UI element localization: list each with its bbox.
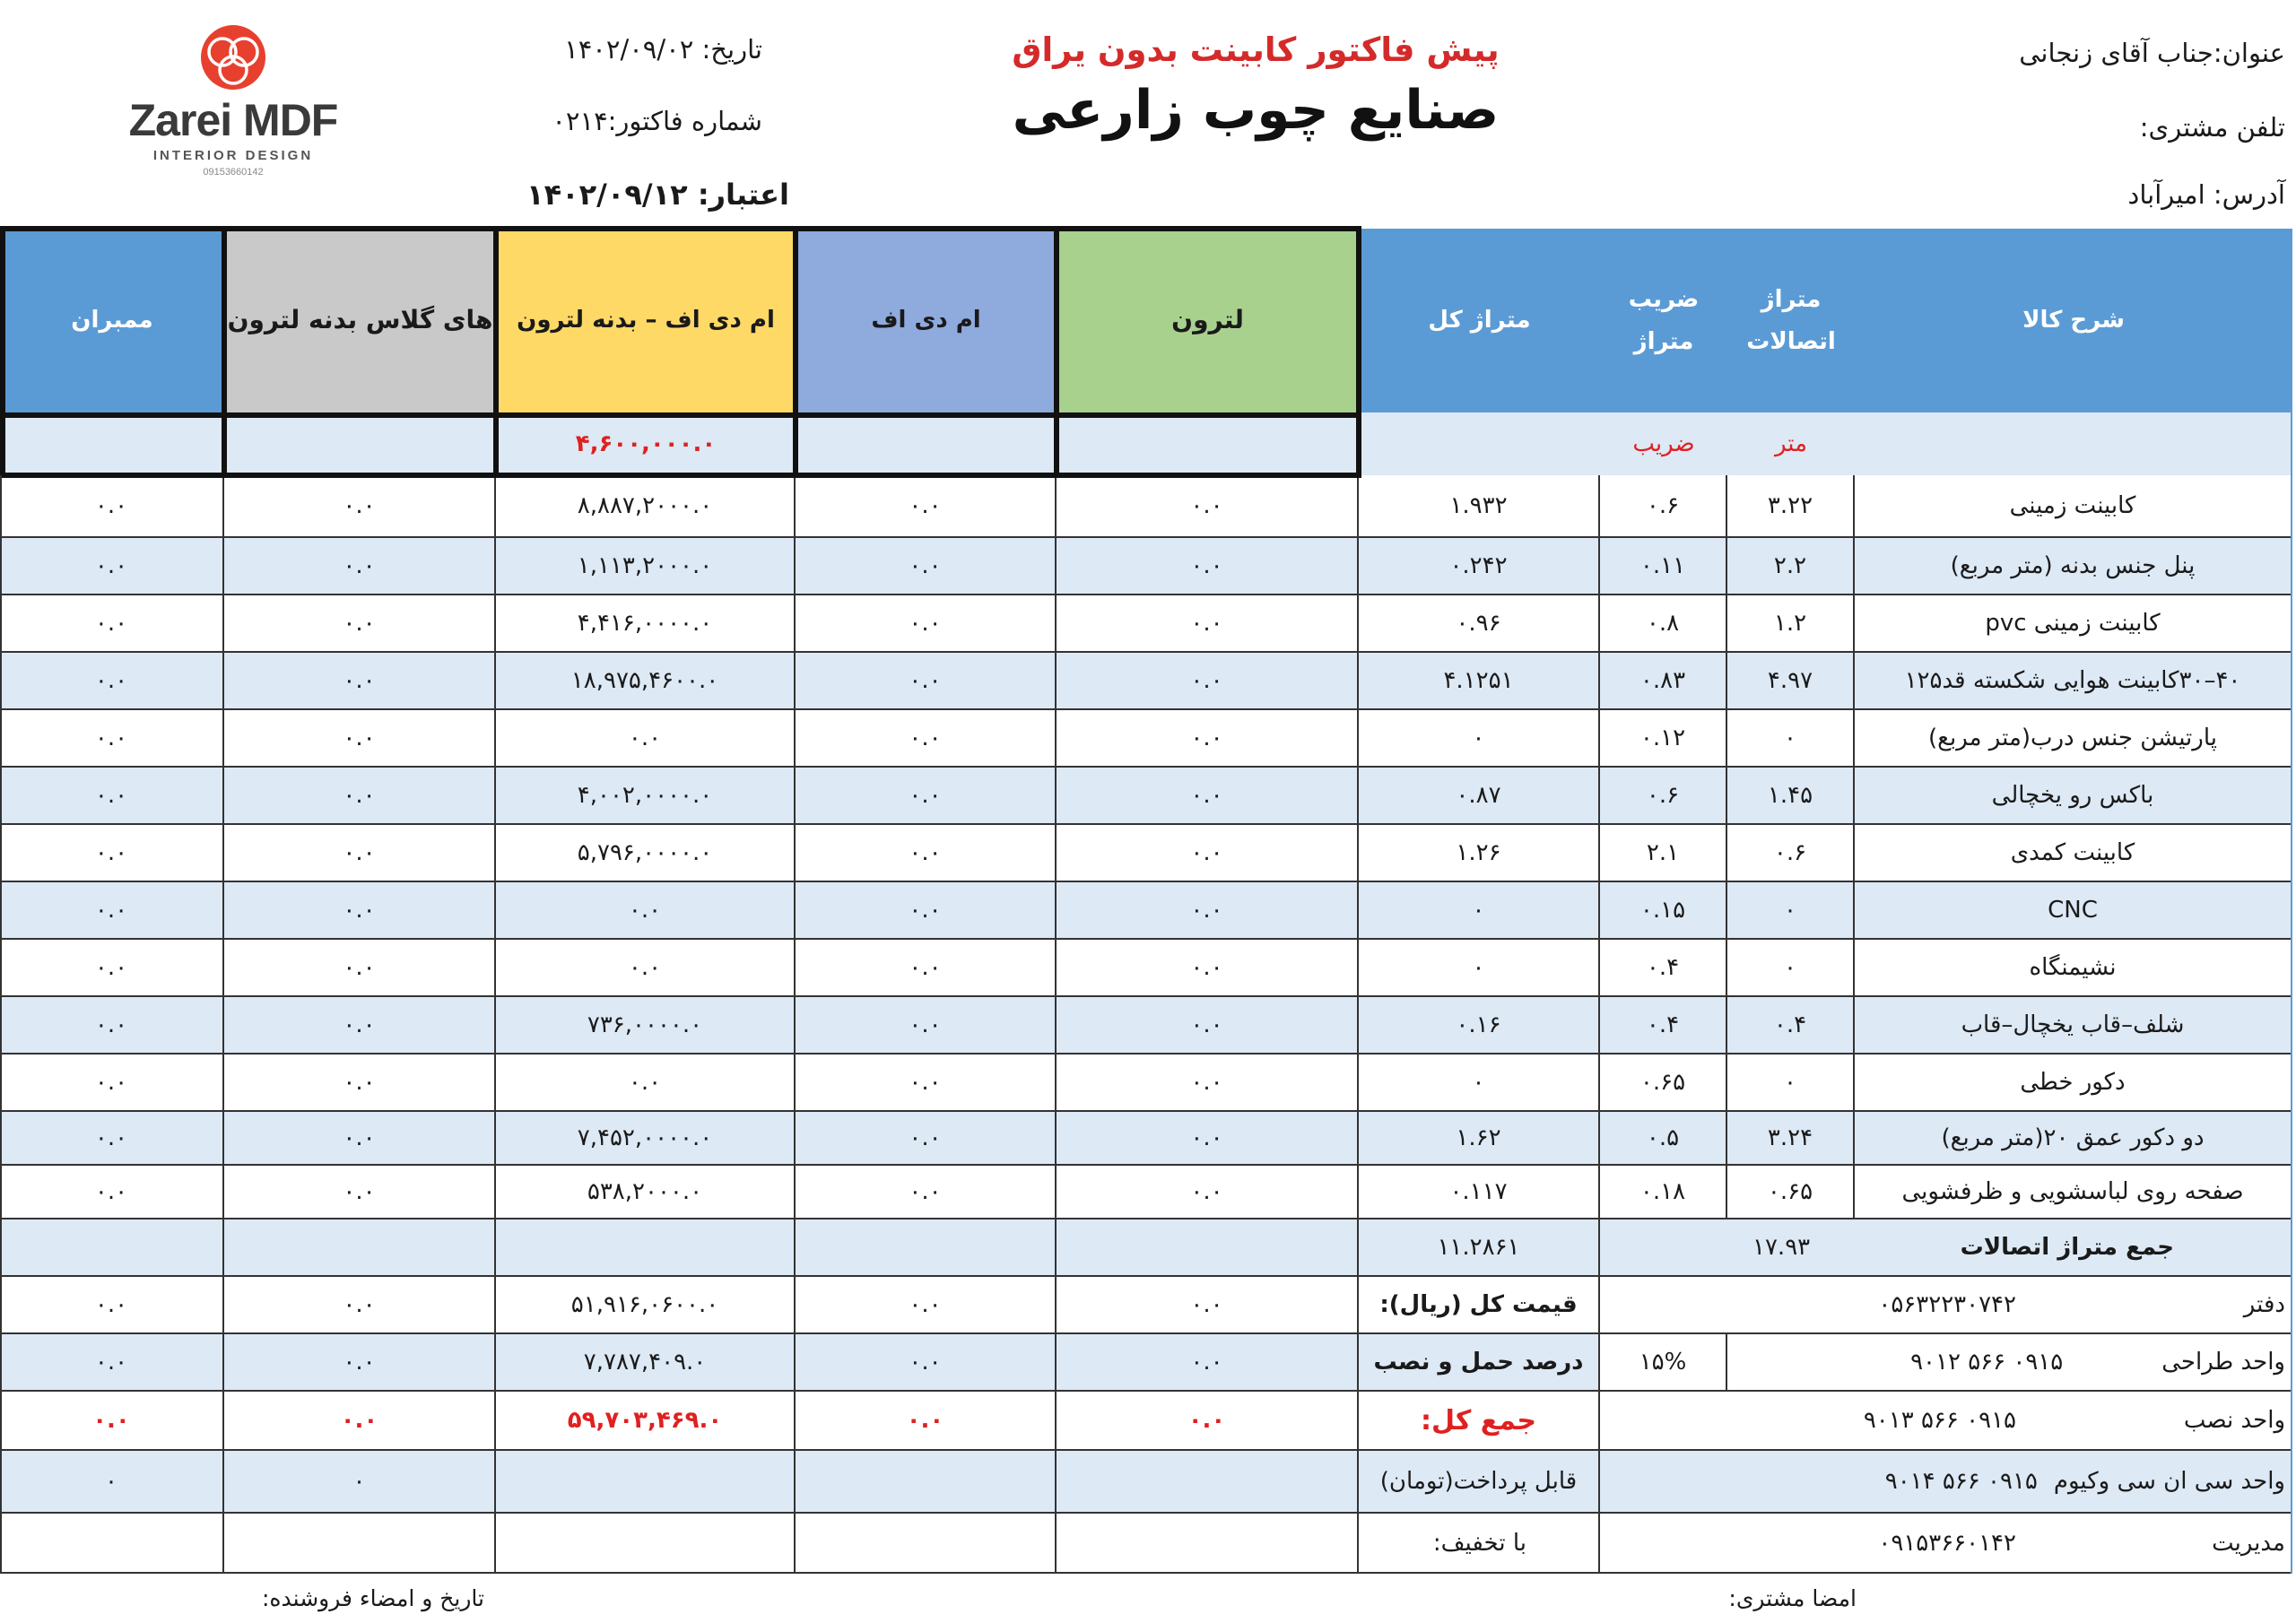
sum-row-empty [224,1219,496,1277]
row-joint-area: ۳.۲۲ [1727,475,1855,538]
invoice-date: تاریخ: ۱۴۰۲/۰۹/۰۲ [564,34,762,65]
table-frame-line [793,226,798,478]
row-coefficient: ۰.۴ [1600,997,1727,1055]
row-joint-area: ۰.۴ [1727,997,1855,1055]
row-latron: ۰.۰ [1057,475,1359,538]
row-description: کابینت زمینی pvc [1855,595,2292,653]
row-description: شلف–قاب یخچال–قاب [1855,997,2292,1055]
row-mdf: ۰.۰ [796,1166,1057,1219]
contact-phone: ۰۹۱۵ ۵۶۶ ۹۰۱۴ [1884,1468,2038,1495]
row-glass-latron: ۰.۰ [224,653,496,710]
row-membrane: ۰.۰ [0,768,224,825]
contact-label: واحد نصب [2183,1407,2285,1434]
row-description: کابینت کمدی [1855,825,2292,882]
header-mdf-latron: ام دی اف – بدنه لترون [496,229,796,412]
row-mdf-latron: ۷۳۶,۰۰۰۰.۰ [496,997,796,1055]
row-mdf-latron: ۵,۷۹۶,۰۰۰۰.۰ [496,825,796,882]
row-membrane: ۰.۰ [0,1055,224,1112]
grand-total-mdf-latron: ۵۹,۷۰۳,۴۶۹.۰ [496,1392,796,1451]
logo-emblem-icon [196,22,271,92]
row-mdf-latron: ۷,۴۵۲,۰۰۰۰.۰ [496,1112,796,1166]
discount-empty [224,1514,496,1574]
sum-row-empty [1057,1219,1359,1277]
row-glass-latron: ۰.۰ [224,882,496,940]
row-joint-area: ۱.۴۵ [1727,768,1855,825]
row-joint-area: ۰ [1727,940,1855,997]
unit-row-desc [1855,412,2292,475]
transport-label: درصد حمل و نصب [1359,1334,1600,1392]
row-mdf-latron: ۴,۴۱۶,۰۰۰۰.۰ [496,595,796,653]
price-total-label: قیمت کل (ریال): [1359,1277,1600,1334]
row-joint-area: ۰.۶ [1727,825,1855,882]
row-description: دکور خطی [1855,1055,2292,1112]
row-joint-area: ۰.۶۵ [1727,1166,1855,1219]
transport-percent: ۱۵% [1600,1334,1727,1392]
row-membrane: ۰.۰ [0,653,224,710]
row-glass-latron: ۰.۰ [224,940,496,997]
row-joint-area: ۴.۹۷ [1727,653,1855,710]
header-coefficient: ضریب متراژ [1600,229,1727,412]
contact-phone: ۰۹۱۵۳۶۶۰۱۴۲ [1878,1529,2016,1557]
row-coefficient: ۰.۶۵ [1600,1055,1727,1112]
transport-mdf-latron: ۷,۷۸۷,۴۰۹.۰ [496,1334,796,1392]
row-joint-area: ۰ [1727,882,1855,940]
sum-total-area: ۱۱.۲۸۶۱ [1359,1219,1600,1277]
price-total-membrane: ۰.۰ [0,1277,224,1334]
unit-mdf-latron-price: ۴,۶۰۰,۰۰۰.۰ [496,412,796,475]
payable-latron [1057,1451,1359,1514]
contact-label: واحد طراحی [2161,1349,2285,1376]
row-mdf-latron: ۰.۰ [496,940,796,997]
row-glass-latron: ۰.۰ [224,538,496,595]
table-right-border [2291,229,2292,1574]
row-description: باکس رو یخچالی [1855,768,2292,825]
unit-row-latron [1057,412,1359,475]
contact-phone: ۰۹۱۵ ۵۶۶ ۹۰۱۳ [1863,1407,2016,1434]
table-outer-border [0,475,2,1574]
payable-label: قابل پرداخت(تومان) [1359,1451,1600,1514]
row-latron: ۰.۰ [1057,538,1359,595]
row-latron: ۰.۰ [1057,653,1359,710]
row-description: دو دکور عمق ۲۰(متر مربع) [1855,1112,2292,1166]
unit-meter: متر [1727,412,1855,475]
table-frame-line [0,412,1361,418]
row-joint-area: ۳.۲۴ [1727,1112,1855,1166]
row-latron: ۰.۰ [1057,768,1359,825]
sum-joint-row [1600,1219,2292,1277]
table-frame-line [222,226,227,478]
row-glass-latron: ۰.۰ [224,710,496,768]
row-mdf-latron: ۰.۰ [496,882,796,940]
row-mdf-latron: ۰.۰ [496,710,796,768]
row-coefficient: ۲.۱ [1600,825,1727,882]
row-latron: ۰.۰ [1057,940,1359,997]
grand-total-latron: ۰.۰ [1057,1392,1359,1451]
row-latron: ۰.۰ [1057,595,1359,653]
row-mdf: ۰.۰ [796,882,1057,940]
contact-label: واحد سی ان سی وکیوم [2053,1468,2285,1495]
transport-glass: ۰.۰ [224,1334,496,1392]
row-mdf: ۰.۰ [796,653,1057,710]
payable-mdf [796,1451,1057,1514]
sum-row-empty [796,1219,1057,1277]
row-mdf: ۰.۰ [796,1055,1057,1112]
row-total-area: ۰.۸۷ [1359,768,1600,825]
unit-row-membrane [0,412,224,475]
price-total-mdf-latron: ۵۱,۹۱۶,۰۶۰۰.۰ [496,1277,796,1334]
row-latron: ۰.۰ [1057,710,1359,768]
row-glass-latron: ۰.۰ [224,595,496,653]
row-total-area: ۰ [1359,1055,1600,1112]
table-frame-line [0,473,1361,478]
discount-empty [0,1514,224,1574]
row-latron: ۰.۰ [1057,1055,1359,1112]
table-frame-line [493,226,499,478]
row-mdf-latron: ۴,۰۰۲,۰۰۰۰.۰ [496,768,796,825]
row-description: ۴۰–۳۰کابینت هوایی شکسته قد۱۲۵ [1855,653,2292,710]
unit-row-glass [224,412,496,475]
row-total-area: ۰ [1359,940,1600,997]
row-glass-latron: ۰.۰ [224,475,496,538]
company-logo [103,22,363,202]
row-glass-latron: ۰.۰ [224,825,496,882]
sum-row-empty [496,1219,796,1277]
row-glass-latron: ۰.۰ [224,1112,496,1166]
row-mdf: ۰.۰ [796,825,1057,882]
invoice-subtitle: پیش فاکتور کابینت بدون یراق [1012,30,1500,69]
contact-row [1600,1277,2292,1334]
logo-name: Zarei MDF [128,95,338,145]
row-coefficient: ۰.۶ [1600,768,1727,825]
row-total-area: ۱.۶۲ [1359,1112,1600,1166]
row-description: پارتیشن جنس درب(متر مربع) [1855,710,2292,768]
row-coefficient: ۰.۴ [1600,940,1727,997]
row-coefficient: ۰.۶ [1600,475,1727,538]
row-membrane: ۰.۰ [0,882,224,940]
transport-latron: ۰.۰ [1057,1334,1359,1392]
sum-joint-value: ۱۷.۹۳ [1752,1234,1811,1261]
row-mdf-latron: ۸,۸۸۷,۲۰۰۰.۰ [496,475,796,538]
row-mdf-latron: ۱۸,۹۷۵,۴۶۰۰.۰ [496,653,796,710]
row-total-area: ۰.۲۴۲ [1359,538,1600,595]
row-mdf: ۰.۰ [796,1112,1057,1166]
sum-row-empty [0,1219,224,1277]
row-latron: ۰.۰ [1057,997,1359,1055]
unit-coefficient: ضریب [1600,412,1727,475]
contact-phone: ۰۹۱۵ ۵۶۶ ۹۰۱۲ [1910,1349,2064,1376]
grand-total-label: جمع کل: [1359,1392,1600,1451]
header-total-area: متراژ کل [1359,229,1600,412]
seller-signature-label: تاریخ و امضاء فروشنده: [262,1585,484,1611]
row-latron: ۰.۰ [1057,1112,1359,1166]
row-mdf: ۰.۰ [796,595,1057,653]
sum-joint-label: جمع متراژ اتصالات [1960,1234,2174,1261]
row-mdf-latron: ۰.۰ [496,1055,796,1112]
row-coefficient: ۰.۱۲ [1600,710,1727,768]
contact-row [1727,1334,2292,1392]
header-membrane: ممبران [0,229,224,412]
row-coefficient: ۰.۱۱ [1600,538,1727,595]
table-frame-line [1356,226,1361,478]
row-mdf: ۰.۰ [796,475,1057,538]
grand-total-glass: ۰.۰ [224,1392,496,1451]
customer-title: عنوان:جناب آقای زنجانی [2019,38,2285,68]
row-membrane: ۰.۰ [0,997,224,1055]
row-glass-latron: ۰.۰ [224,1166,496,1219]
customer-signature-label: امضا مشتری: [1728,1585,1857,1611]
logo-subtitle: INTERIOR DESIGN [152,148,314,163]
row-latron: ۰.۰ [1057,1166,1359,1219]
header-glass-latron: های گلاس بدنه لترون [224,229,496,412]
row-total-area: ۰.۹۶ [1359,595,1600,653]
invoice-number: شماره فاکتور:۰۲۱۴ [552,106,762,136]
row-coefficient: ۰.۵ [1600,1112,1727,1166]
row-mdf: ۰.۰ [796,997,1057,1055]
grand-total-mdf: ۰.۰ [796,1392,1057,1451]
row-description: کابینت زمینی [1855,475,2292,538]
header-description: شرح کالا [1855,229,2292,412]
row-total-area: ۴.۱۲۵۱ [1359,653,1600,710]
contact-label: مدیریت [2212,1529,2285,1557]
price-total-mdf: ۰.۰ [796,1277,1057,1334]
row-joint-area: ۰ [1727,710,1855,768]
transport-mdf: ۰.۰ [796,1334,1057,1392]
discount-empty [796,1514,1057,1574]
payable-glass: ۰ [224,1451,496,1514]
row-coefficient: ۰.۸ [1600,595,1727,653]
row-joint-area: ۱.۲ [1727,595,1855,653]
row-mdf: ۰.۰ [796,768,1057,825]
discount-empty [1057,1514,1359,1574]
row-total-area: ۰ [1359,882,1600,940]
row-description: صفحه روی لباسشویی و ظرفشویی [1855,1166,2292,1219]
payable-membrane: ۰ [0,1451,224,1514]
row-mdf-latron: ۱,۱۱۳,۲۰۰۰.۰ [496,538,796,595]
row-description: نشیمنگاه [1855,940,2292,997]
customer-address: آدرس: امیرآباد [2127,179,2285,210]
row-mdf-latron: ۵۳۸,۲۰۰۰.۰ [496,1166,796,1219]
row-glass-latron: ۰.۰ [224,1055,496,1112]
table-frame-line [0,226,1361,231]
row-membrane: ۰.۰ [0,1112,224,1166]
price-total-latron: ۰.۰ [1057,1277,1359,1334]
row-total-area: ۰ [1359,710,1600,768]
row-description: CNC [1855,882,2292,940]
row-description: پنل جنس بدنه (متر مربع) [1855,538,2292,595]
unit-row-total [1359,412,1600,475]
row-membrane: ۰.۰ [0,940,224,997]
row-joint-area: ۲.۲ [1727,538,1855,595]
row-mdf: ۰.۰ [796,940,1057,997]
header-latron: لترون [1057,229,1359,412]
header-mdf: ام دی اف [796,229,1057,412]
discount-empty [496,1514,796,1574]
row-total-area: ۱.۲۶ [1359,825,1600,882]
row-coefficient: ۰.۸۳ [1600,653,1727,710]
row-total-area: ۰.۱۱۷ [1359,1166,1600,1219]
invoice-validity: اعتبار: ۱۴۰۲/۰۹/۱۲ [526,178,789,212]
contact-row [1600,1451,2292,1514]
row-joint-area: ۰ [1727,1055,1855,1112]
table-frame-line [0,226,5,478]
row-total-area: ۱.۹۳۲ [1359,475,1600,538]
row-membrane: ۰.۰ [0,595,224,653]
price-total-glass: ۰.۰ [224,1277,496,1334]
company-title: صنایع چوب زارعی [1012,79,1500,142]
row-glass-latron: ۰.۰ [224,768,496,825]
row-coefficient: ۰.۱۸ [1600,1166,1727,1219]
header-joint-area: متراژ اتصالات [1727,229,1855,412]
table-frame-line [1054,226,1059,478]
transport-membrane: ۰.۰ [0,1334,224,1392]
unit-row-mdf [796,412,1057,475]
row-membrane: ۰.۰ [0,475,224,538]
discount-label: با تخفیف: [1359,1514,1600,1574]
row-mdf: ۰.۰ [796,710,1057,768]
contact-row [1600,1392,2292,1451]
row-membrane: ۰.۰ [0,710,224,768]
grand-total-membrane: ۰.۰ [0,1392,224,1451]
row-latron: ۰.۰ [1057,825,1359,882]
row-total-area: ۰.۱۶ [1359,997,1600,1055]
row-mdf: ۰.۰ [796,538,1057,595]
contact-row [1600,1514,2292,1574]
payable-mdf-latron [496,1451,796,1514]
contact-phone: ۰۵۶۳۲۲۳۰۷۴۲ [1878,1291,2016,1318]
customer-phone-label: تلفن مشتری: [2139,112,2285,143]
row-membrane: ۰.۰ [0,825,224,882]
row-membrane: ۰.۰ [0,1166,224,1219]
row-latron: ۰.۰ [1057,882,1359,940]
row-glass-latron: ۰.۰ [224,997,496,1055]
logo-phone: 09153660142 [203,167,264,178]
contact-label: دفتر [2243,1291,2285,1318]
row-coefficient: ۰.۱۵ [1600,882,1727,940]
row-membrane: ۰.۰ [0,538,224,595]
